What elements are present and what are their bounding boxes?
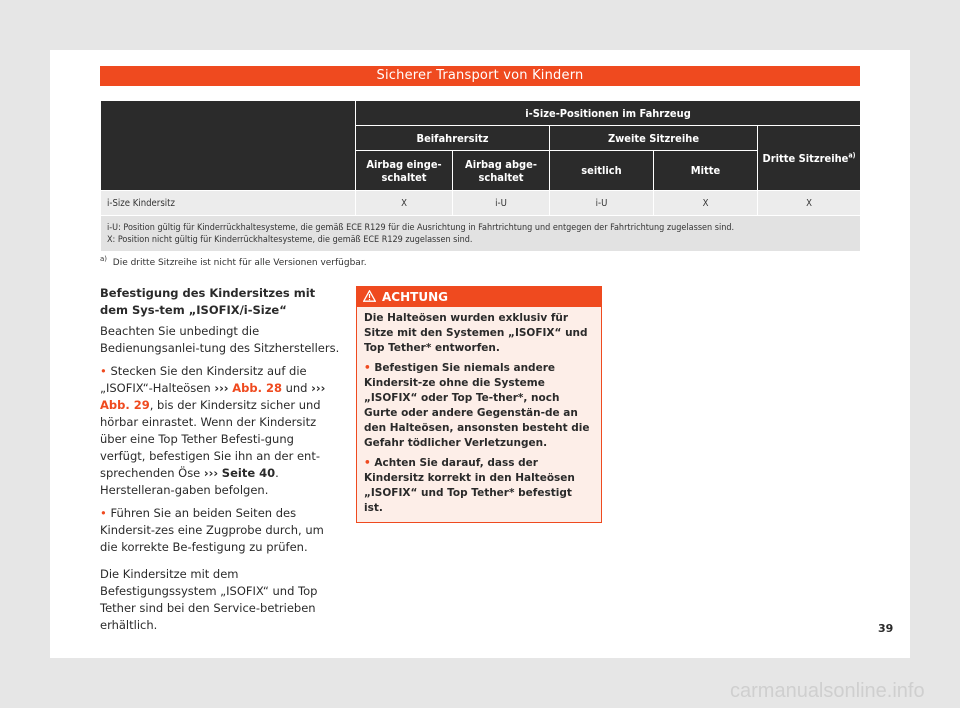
table-legend [101, 216, 861, 252]
cell-mitte: X [654, 191, 758, 216]
table-footnote [100, 255, 860, 268]
warning-para-3: Achten Sie darauf, dass der Kindersitz korrekt in den Halteösen „ISOFIX“ und Top Tether* befestigt ist. [364, 457, 575, 514]
bullet1-text-a: Stecken Sie den Kindersitz auf die „ISOFIX“-Halteösen [100, 364, 307, 395]
table-corner-cell [101, 101, 356, 191]
row-label: i-Size Kindersitz [101, 191, 356, 216]
header-seitlich: seitlich [550, 151, 654, 191]
link-abb-28[interactable]: Abb. 28 [232, 381, 282, 395]
closing-text: Die Kindersitze mit dem Befestigungssystem „ISOFIX“ und Top Tether sind bei den Service-betrieben erhältlich. [100, 567, 318, 632]
ref-arrow: ››› [311, 381, 326, 395]
watermark: carmanualsonline.info [730, 680, 925, 702]
isize-positions-table [100, 100, 861, 252]
bullet2-text: Führen Sie an beiden Seiten des Kindersit-zes eine Zugprobe durch, um die korrekte Be-festigung zu prüfen. [100, 506, 324, 554]
warning-box [356, 286, 602, 523]
chapter-header [100, 66, 860, 86]
bullet1-text-b: , bis der Kindersitz sicher und hörbar einrastet. Wenn der Kindersitz über eine Top Tether Befesti-gung verfügt, befestigen Sie ihn an der ent-sprechenden Öse [100, 398, 321, 480]
warning-header [357, 287, 601, 307]
section-heading: Befestigung des Kindersitzes mit dem Sys-tem „ISOFIX/i-Size“ [100, 286, 316, 317]
bullet1-text-c: . Herstelleran-gaben befolgen. [100, 466, 279, 497]
bullet1-und: und [281, 381, 312, 395]
footnote-marker: a) [848, 150, 856, 159]
legend-line-iu: i-U: Position gültig für Kinderrückhaltesysteme, die gemäß ECE R129 für die Ausrichtung in Fahrtrichtung und entgegen der Fahrtrichtung zugelassen sind. [107, 223, 735, 233]
header-beifahrersitz: Beifahrersitz [356, 126, 550, 151]
list-item [364, 361, 594, 451]
warning-para-2: Befestigen Sie niemals andere Kindersit-ze ohne die Systeme „ISOFIX“ oder Top Te-ther*, noch Gurte oder andere Gegenstän-de an den Halteösen, ansonsten besteht die Gefahr tödlicher Verletzungen. [364, 362, 590, 449]
ref-arrow: ››› [214, 381, 229, 395]
link-abb-29[interactable]: Abb. 29 [100, 398, 150, 412]
cell-airbag-ein: X [356, 191, 453, 216]
header-dritte-label: Dritte Sitzreihe [762, 151, 849, 165]
table-row [101, 191, 861, 216]
footnote-marker: a) [100, 255, 108, 263]
warning-body [357, 307, 601, 522]
header-airbag-eingeschaltet: Airbag einge-schaltet [356, 151, 453, 191]
ref-arrow: ››› [203, 466, 219, 480]
header-zweite-sitzreihe: Zweite Sitzreihe [550, 126, 758, 151]
page-number: 39 [878, 622, 894, 635]
instructions-column [100, 285, 342, 640]
warning-title: ACHTUNG [382, 290, 448, 304]
intro-text: Beachten Sie unbedingt die Bedienungsanlei-tung des Sitzherstellers. [100, 324, 340, 355]
link-seite-40[interactable]: Seite 40 [221, 466, 276, 480]
warning-triangle-icon [363, 290, 376, 302]
bullet-dot-icon: • [364, 457, 371, 469]
footnote-text: Die dritte Sitzreihe ist nicht für alle Versionen verfügbar. [112, 258, 367, 268]
header-dritte-sitzreihe [758, 126, 861, 191]
header-airbag-abgeschaltet: Airbag abge-schaltet [453, 151, 550, 191]
table-group-header: i-Size-Positionen im Fahrzeug [356, 101, 861, 126]
list-item [364, 456, 594, 516]
legend-line-x: X: Position nicht gültig für Kinderrückhaltesysteme, die gemäß ECE R129 zugelassen sind. [107, 235, 473, 245]
list-item [100, 505, 342, 556]
bullet-dot-icon: • [100, 364, 107, 378]
header-mitte: Mitte [654, 151, 758, 191]
cell-dritte: X [758, 191, 861, 216]
warning-para-1: Die Halteösen wurden exklusiv für Sitze mit den Systemen „ISOFIX“ und Top Tether* entworfen. [364, 312, 588, 354]
cell-airbag-aus: i-U [453, 191, 550, 216]
cell-seitlich: i-U [550, 191, 654, 216]
chapter-title: Sicherer Transport von Kindern [376, 68, 584, 83]
list-item [100, 363, 342, 499]
bullet-dot-icon: • [100, 506, 107, 520]
bullet-dot-icon: • [364, 362, 371, 374]
